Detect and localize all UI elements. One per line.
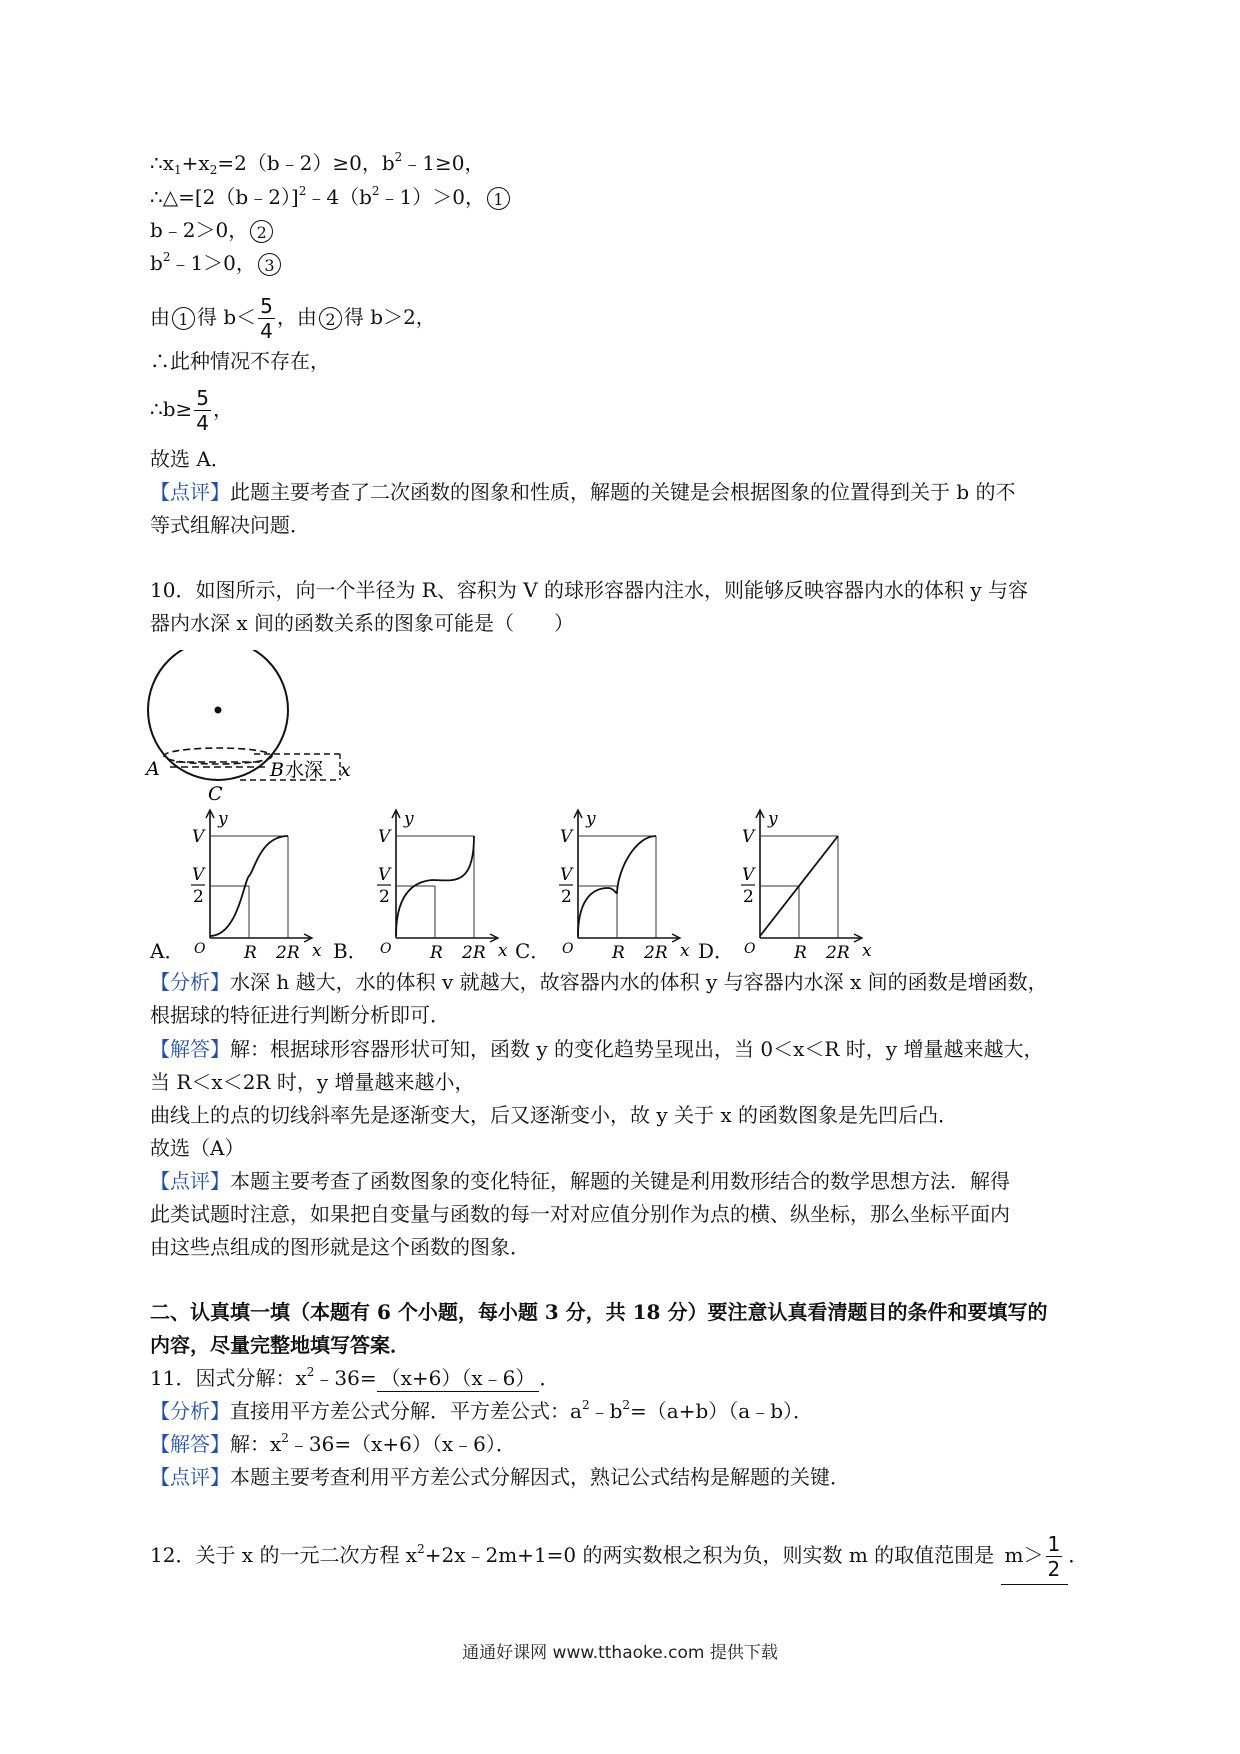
text-line: 由 1 得 b＜ $\frac{5}{4}$ ，由 2 得 b＞2， (150, 294, 436, 343)
x-axis-label: x (498, 941, 508, 958)
graph-body (559, 809, 690, 958)
origin-label: O (744, 941, 756, 957)
solution-line: 【解答】解：根据球形容器形状可知，函数 y 的变化趋势呈现出，当 0＜x＜R 时，y 增量越来越大， (150, 1037, 1044, 1061)
v-label: V (560, 827, 573, 847)
half-v-numerator: V (742, 865, 755, 885)
x-axis-label: x (680, 941, 690, 958)
y-axis-label: y (218, 809, 228, 829)
twor-tick-label: 2R (462, 943, 486, 958)
analysis-tag: 【分析】 (150, 1399, 230, 1423)
option-c-graph (550, 805, 690, 958)
solution-tag: 【解答】 (150, 1432, 230, 1456)
depth-x-label: x (340, 759, 351, 781)
comment-line: 等式组解决问题． (150, 513, 310, 537)
x-axis-label: x (312, 941, 322, 958)
option-a-label: A． (150, 939, 185, 963)
comment-tag: 【点评】 (150, 1465, 230, 1489)
solution-line: 【解答】解：$x^2﹣36=(x+6)(x﹣6)$． (150, 1431, 516, 1456)
v-label: V (192, 827, 205, 847)
comment-line: 由这些点组成的图形就是这个函数的图象． (150, 1235, 530, 1259)
text-line: $\therefore x_1+x_2=2(b﹣2)\ge 0$，$b^2﹣1\ge 0$， (150, 150, 485, 177)
solution-line: 故选（A） (150, 1136, 245, 1160)
origin-label: O (562, 941, 574, 957)
question-10: 器内水深 x 间的函数关系的图象可能是（ ） (150, 611, 574, 635)
half-v-numerator: V (378, 865, 391, 885)
half-v-numerator: V (560, 865, 573, 885)
comment-tag: 【点评】 (150, 480, 230, 504)
half-v-numerator: V (192, 865, 205, 885)
twor-tick-label: 2R (644, 943, 668, 958)
sphere-figure (140, 650, 380, 810)
comment-line: 【点评】本题主要考查利用平方差公式分解因式，熟记公式结构是解题的关键． (150, 1465, 850, 1489)
analysis-line: 根据球的特征进行判断分析即可． (150, 1003, 450, 1027)
fraction: $\frac{1}{2}$ (1047, 1532, 1061, 1581)
y-axis-label: y (404, 809, 414, 829)
point-label-a: A (146, 758, 160, 780)
point-label-c: C (208, 783, 223, 805)
graph-body (741, 809, 872, 958)
half-v-denominator: 2 (743, 887, 754, 907)
half-v-denominator: 2 (193, 887, 204, 907)
fraction: $\frac{5}{4}$ (196, 386, 210, 435)
answer-blank: m＞ $\frac{1}{2}$ (1001, 1526, 1069, 1585)
r-tick-label: R (430, 943, 443, 958)
solution-line: 当 R＜x＜2R 时，y 增量越来越小， (150, 1070, 475, 1094)
fraction: $\frac{5}{4}$ (260, 294, 273, 343)
twor-tick-label: 2R (276, 943, 300, 958)
r-tick-label: R (612, 943, 625, 958)
circled-number: 2 (319, 307, 342, 330)
half-v-denominator: 2 (561, 887, 572, 907)
option-d-label: D． (698, 939, 735, 963)
origin-label: O (380, 941, 392, 957)
option-c-label: C． (515, 939, 551, 963)
answer-blank: （x+6）（x﹣6） (377, 1365, 540, 1392)
option-d-graph (732, 805, 872, 958)
sphere-center (215, 707, 222, 714)
analysis-line: 【分析】水深 h 越大，水的体积 v 就越大，故容器内水的体积 y 与容器内水深 x 间的函数是增函数， (150, 970, 1048, 994)
r-tick-label: R (794, 943, 807, 958)
analysis-tag: 【分析】 (150, 970, 230, 994)
text-line: ∴此种情况不存在， (150, 349, 330, 373)
y-axis-label: y (768, 809, 778, 829)
graph-body (191, 809, 322, 958)
solution-line: 曲线上的点的切线斜率先是逐渐变大，后又逐渐变小，故 y 关于 x 的函数图象是先凹后凸． (150, 1103, 959, 1127)
depth-label: 水深 (285, 759, 324, 781)
v-label: V (742, 827, 755, 847)
option-a-graph (182, 808, 322, 958)
analysis-line: 【分析】直接用平方差公式分解．平方差公式：$a^2﹣b^2=(a+b)(a﹣b)$． (150, 1398, 813, 1423)
text-line: $b^2﹣1>0$， 3 (150, 250, 283, 276)
solution-tag: 【解答】 (150, 1037, 230, 1061)
option-b-label: B． (333, 939, 368, 963)
comment-line: 此类试题时注意，如果把自变量与函数的每一对对应值分别作为点的横、纵坐标，那么坐标平面内 (150, 1202, 1010, 1226)
question-12: 12．关于 x 的一元二次方程 $x^2+2x﹣2m+1=0$ 的两实数根之积为负，则实数 m 的取值范围是 m＞ $\frac{1}{2}$ ． (150, 1526, 1088, 1585)
circled-number: 1 (172, 307, 195, 330)
origin-label: O (194, 941, 206, 957)
graph-body (377, 809, 508, 958)
section-heading: 二、认真填一填（本题有 6 个小题，每小题 3 分，共 18 分）要注意认真看清题目的条件和要填写的 (150, 1300, 1048, 1324)
text-line: 故选 A． (150, 447, 231, 471)
half-v-denominator: 2 (379, 887, 390, 907)
text-line: $\therefore\triangle=[2(b﹣2)]^2﹣4(b^2﹣1)>0$， 1 (150, 184, 512, 210)
circled-number: 3 (258, 253, 281, 276)
question-11: 11．因式分解：$x^2﹣36=$ （x+6）（x﹣6） ． (150, 1365, 560, 1390)
question-10: 10．如图所示，向一个半径为 R、容积为 V 的球形容器内注水，则能够反映容器内水的体积 y 与容 (150, 578, 1029, 602)
sphere-outline (148, 650, 288, 780)
comment-line: 【点评】此题主要考查了二次函数的图象和性质，解题的关键是会根据图象的位置得到关于 b 的不 (150, 480, 1016, 504)
comment-tag: 【点评】 (150, 1169, 230, 1193)
comment-line: 【点评】本题主要考查了函数图象的变化特征，解题的关键是利用数形结合的数学思想方法．解得 (150, 1169, 1010, 1193)
point-label-b: B (270, 759, 284, 781)
v-label: V (378, 827, 391, 847)
footer-text: 通通好课网 www.tthaoke.com 提供下载 (462, 1643, 778, 1663)
option-b-graph (368, 800, 508, 958)
circled-number: 2 (250, 220, 273, 243)
twor-tick-label: 2R (826, 943, 850, 958)
circled-number: 1 (487, 187, 510, 210)
text-line: ∴b≥ $\frac{5}{4}$ ， (150, 386, 234, 435)
y-axis-label: y (586, 809, 596, 829)
text-line: b﹣2＞0， 2 (150, 217, 275, 243)
x-axis-label: x (862, 941, 872, 958)
r-tick-label: R (244, 943, 257, 958)
section-heading: 内容，尽量完整地填写答案． (150, 1333, 410, 1357)
